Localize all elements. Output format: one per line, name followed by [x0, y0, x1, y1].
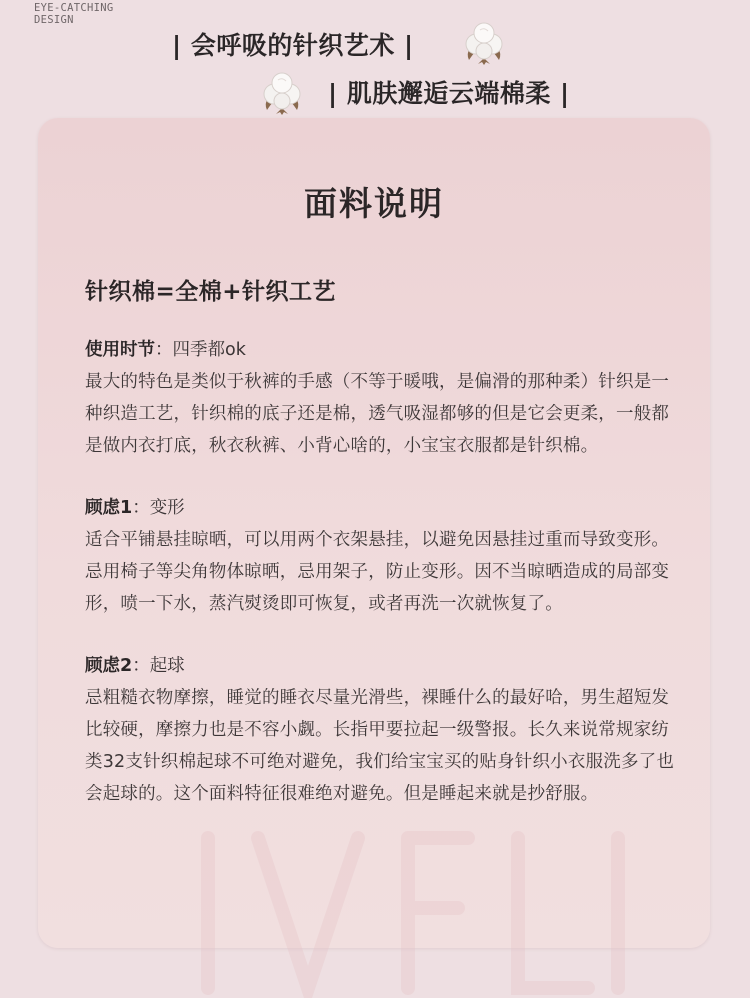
section-concern-deformation [85, 492, 675, 620]
brand-line-1: EYE-CATCHING [34, 2, 114, 14]
section-body: 忌粗糙衣物摩擦，睡觉的睡衣尽量光滑些，裸睡什么的最好哈，男生超短发比较硬，摩擦力也是不容小觑。长指甲要拉起一级警报。长久来说常规家纺类32支针织棉起球不可绝对避免，我们给宝宝买的贴身针织小衣服洗多了也会起球的。这个面料特征很难绝对避免。但是睡起来就是抄舒服。 [85, 688, 675, 804]
section-label: 使用时节 [85, 340, 155, 360]
section-body: 适合平铺悬挂晾晒，可以用两个衣架悬挂，以避免因悬挂过重而导致变形。忌用椅子等尖角物体晾晒，忌用架子，防止变形。因不当晾晒造成的局部变形，喷一下水，蒸汽熨烫即可恢复，或者再洗一次就恢复了。 [85, 530, 670, 614]
section-value: 起球 [149, 656, 185, 676]
tagline-knit-art: | 会呼吸的针织艺术 | [172, 31, 414, 60]
section-label: 顾虑1 [85, 498, 133, 518]
section-value: 四季都ok [172, 340, 246, 360]
card-content [85, 273, 675, 840]
cotton-boll-icon [258, 68, 306, 116]
fabric-formula: 针织棉=全棉+针织工艺 [85, 279, 337, 305]
section-season [85, 334, 675, 462]
section-separator: ： [132, 656, 150, 676]
section-heading [85, 334, 675, 366]
section-concern-pilling [85, 650, 675, 810]
card-title: 面料说明 [304, 184, 444, 223]
section-body: 最大的特色是类似于秋裤的手感（不等于暖哦，是偏滑的那种柔）针织是一种织造工艺，针织棉的底子还是棉，透气吸湿都够的但是它会更柔，一般都是做内衣打底，秋衣秋裤、小背心啥的，小宝宝衣服都是针织棉。 [85, 372, 670, 456]
section-value: 变形 [149, 498, 185, 518]
tagline-cloud-cotton: | 肌肤邂逅云端棉柔 | [328, 79, 570, 108]
brand-logo [34, 2, 113, 26]
section-label: 顾虑2 [85, 656, 133, 676]
cotton-boll-icon [460, 18, 508, 66]
section-heading [85, 492, 675, 524]
section-heading [85, 650, 675, 682]
fabric-info-card [38, 118, 710, 948]
brand-line-2: DESIGN [34, 14, 74, 26]
section-separator: ： [155, 340, 173, 360]
section-separator: ： [132, 498, 150, 518]
